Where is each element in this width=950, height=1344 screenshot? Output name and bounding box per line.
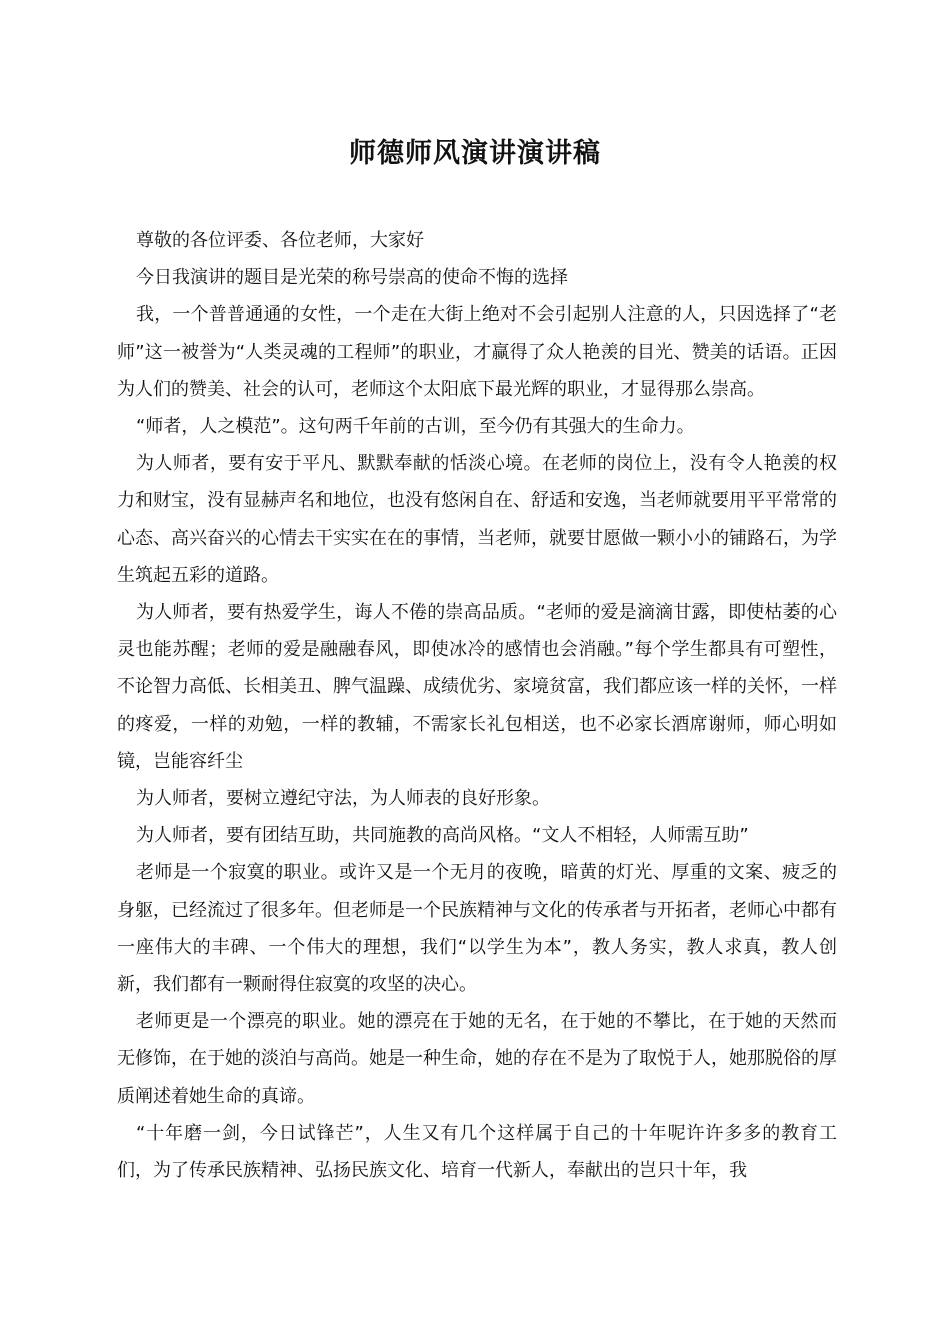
paragraph: 我，一个普普通通的女性，一个走在大街上绝对不会引起别人注意的人，只因选择了“老师”这一被誉为“人类灵魂的工程师”的职业，才赢得了众人艳羡的目光、赞美的话语。正因为人们的赞美、社会的认可，老师这个太阳底下最光辉的职业，才显得那么崇高。	[117, 304, 837, 400]
document-body	[117, 222, 837, 1189]
paragraph: “十年磨一剑，今日试锋芒”，人生又有几个这样属于自己的十年呢许许多多的教育工们，为了传承民族精神、弘扬民族文化、培育一代新人，奉献出的岂只十年，我	[117, 1122, 837, 1182]
paragraph: 为人师者，要有团结互助，共同施教的高尚风格。“文人不相轻，人师需互助”	[136, 825, 749, 847]
paragraph: 尊敬的各位评委、各位老师，大家好	[136, 230, 424, 251]
document-title: 师德师风演讲演讲稿	[349, 138, 601, 169]
paragraph: 老师是一个寂寞的职业。或许又是一个无月的夜晚，暗黄的灯光、厚重的文案、疲乏的身躯，已经流过了很多年。但老师是一个民族精神与文化的传承者与开拓者，老师心中都有一座伟大的丰碑、一个伟大的理想，我们“以学生为本”，教人务实，教人求真，教人创新，我们都有一颗耐得住寂寞的攻坚的决心。	[117, 862, 837, 996]
paragraph: 为人师者，要树立遵纪守法，为人师表的良好形象。	[136, 788, 550, 810]
paragraph: 老师更是一个漂亮的职业。她的漂亮在于她的无名，在于她的不攀比，在于她的天然而无修饰，在于她的淡泊与高尚。她是一种生命，她的存在不是为了取悦于人，她那脱俗的厚质阐述着她生命的真谛。	[117, 1011, 837, 1107]
paragraph: 为人师者，要有安于平凡、默默奉献的恬淡心境。在老师的岗位上，没有令人艳羡的权力和财宝，没有显赫声名和地位，也没有悠闲自在、舒适和安逸，当老师就要用平平常常的心态、高兴奋兴的心情去干实实在在的事情，当老师，就要甘愿做一颗小小的铺路石，为学生筑起五彩的道路。	[117, 453, 837, 586]
paragraph: 今日我演讲的题目是光荣的称号崇高的使命不悔的选择	[136, 267, 568, 289]
paragraph: 为人师者，要有热爱学生，诲人不倦的崇高品质。“老师的爱是滴滴甘露，即使枯萎的心灵也能苏醒；老师的爱是融融春风，即使冰冷的感情也会消融。”每个学生都具有可塑性，不论智力高低、长相美丑、脾气温躁、成绩优劣、家境贫富，我们都应该一样的关怀，一样的疼爱，一样的劝勉，一样的教辅，不需家长礼包相送，也不必家长酒席谢师，师心明如镜，岂能容纤尘	[117, 602, 837, 772]
paragraph: “师者，人之模范”。这句两千年前的古训，至今仍有其强大的生命力。	[136, 416, 695, 438]
